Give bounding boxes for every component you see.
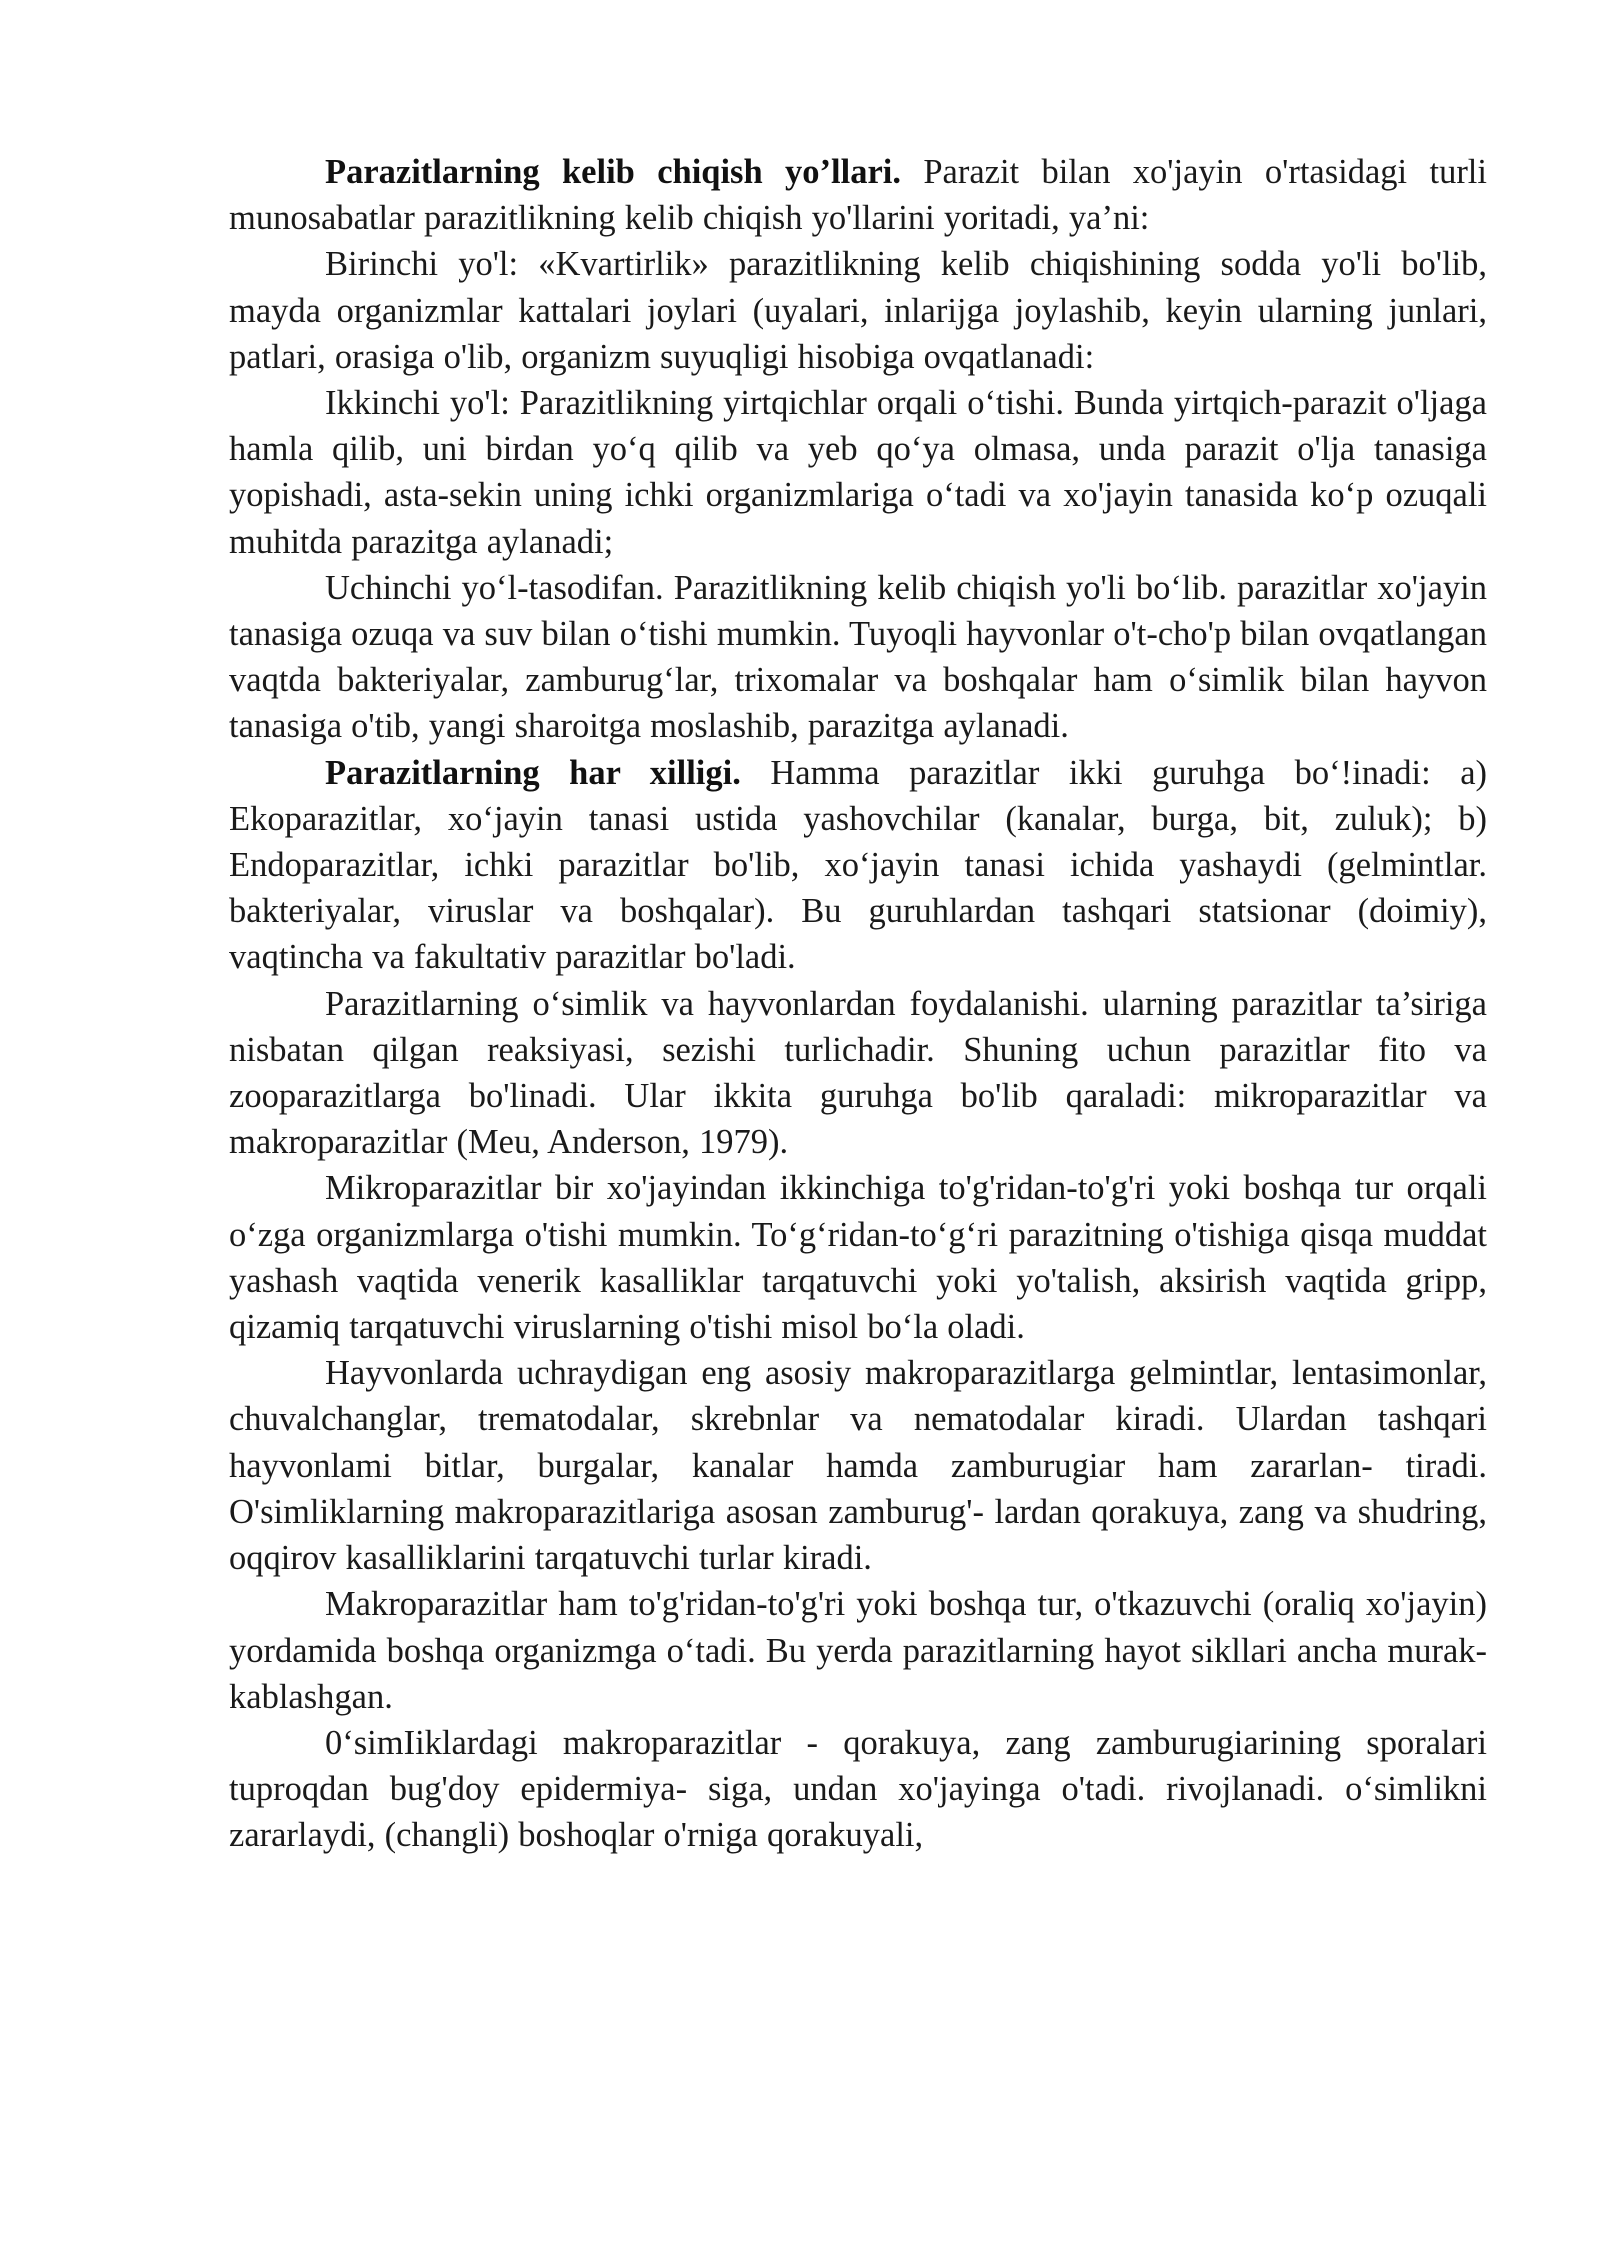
paragraph-text: Mikroparazitlar bir xo'jayindan ikkinchiga to'g'ridan-to'g'ri yoki boshqa tur orqali o‘zga organizmlarga o'tishi mumkin. To‘g‘ridan-to‘g‘ri parazitning o'tishiga qisqa muddat yashash vaqtida venerik kasalliklar tarqatuvchi yoki yo'talish, aksirish vaqtida gripp, qizamiq tarqatuvchi viruslarning o'tishi misol bo‘la oladi. <box>229 1169 1487 1347</box>
section-heading-origin: Parazitlarning kelib chiqish yo’llari. <box>325 153 901 191</box>
paragraph-plant-macroparasites <box>229 1720 1487 1859</box>
paragraph-diversity <box>229 750 1487 981</box>
paragraph-text: Birinchi yo'l: «Kvartirlik» parazitlikning kelib chiqishining sodda yo'li bo'lib, mayda organizmlar kattalari joylari (uyalari, inlarijga joylashib, keyin ularning junlari, patlari, orasiga o'lib, organizm suyuqligi hisobiga ovqatlanadi: <box>229 245 1487 376</box>
paragraph-animal-macroparasites <box>229 1350 1487 1581</box>
paragraph-first-way <box>229 241 1487 380</box>
paragraph-text: Parazitlarning o‘simlik va hayvonlardan foydalanishi. ularning parazitlar ta’siriga nisbatan qilgan reaksiyasi, sezishi turlichadir. Shuning uchun parazitlar fito va zooparazitlarga bo'linadi. Ular ikkita guruhga bo'lib qaraladi: mikroparazitlar va makroparazitlar (Meu, Anderson, 1979). <box>229 984 1487 1162</box>
paragraph-macroparasite-transfer <box>229 1581 1487 1720</box>
paragraph-text: Uchinchi yo‘l-tasodifan. Parazitlikning kelib chiqish yo'li bo‘lib. parazitlar xo'jayin tanasiga ozuqa va suv bilan o‘tishi mumkin. Tuyoqli hayvonlar o't-cho'p bilan ovqatlangan vaqtda bakteriyalar, zamburug‘lar, trixomalar va boshqalar ham o‘simlik bilan hayvon tanasiga o'tib, yangi sharoitga moslashib, parazitga aylanadi. <box>229 568 1487 746</box>
paragraph-microparasites <box>229 1165 1487 1350</box>
paragraph-origin-intro <box>229 149 1487 241</box>
paragraph-second-way <box>229 380 1487 565</box>
paragraph-text: Ikkinchi yo'l: Parazitlikning yirtqichlar orqali o‘tishi. Bunda yirtqich-parazit o'ljaga hamla qilib, uni birdan yo‘q qilib va yeb qo‘ya olmasa, unda parazit o'lja tanasiga yopishadi, asta-sekin uning ichki organizmlariga o‘tadi va xo'jayin tanasida ko‘p ozuqali muhitda parazitga aylanadi; <box>229 384 1487 561</box>
section-heading-diversity: Parazitlarning har xilligi. <box>325 753 741 792</box>
paragraph-third-way <box>229 565 1487 750</box>
paragraph-text: Makroparazitlar ham to'g'ridan-to'g'ri yoki boshqa tur, o'tkazuvchi (oraliq xo'jayin) yordamida boshqa organizmga o‘tadi. Bu yerda parazitlarning hayot sikllari ancha murak- kablashgan. <box>229 1585 1487 1716</box>
paragraph-text: Hayvonlarda uchraydigan eng asosiy makroparazitlarga gelmintlar, lentasimonlar, chuvalchanglar, trematodalar, skrebnlar va nematodalar kiradi. Ulardan tashqari hayvonlami bitlar, burgalar, kanalar hamda zamburugiar ham zararlan- tiradi. O'simliklarning makroparazitlariga asosan zamburug'- lardan qorakuya, zang va shudring, oqqirov kasalliklarini tarqatuvchi turlar kiradi. <box>229 1354 1487 1578</box>
paragraph-text: 0‘simIiklardagi makroparazitlar - qorakuya, zang zamburugiarining sporalari tuproqdan bug'doy epidermiya- siga, undan xo'jayinga o'tadi. rivojlanadi. o‘simlikni zararlaydi, (changli) boshoqlar o'rniga qorakuyali, <box>229 1723 1487 1855</box>
paragraph-usage <box>229 981 1487 1166</box>
paragraph-text: Hamma parazitlar ikki guruhga bo‘!inadi: a) Ekoparazitlar, xo‘jayin tanasi ustida yashovchilar (kanalar, burga, bit, zuluk); b) Endoparazitlar, ichki parazitlar bo'lib, xo‘jayin tanasi ichida yashaydi (gelmintlar. bakteriyalar, viruslar va boshqalar). Bu guruhlardan tashqari statsionar (doimiy), vaqtincha va fakultativ parazitlar bo'ladi. <box>229 753 1488 977</box>
document-body <box>229 149 1487 1859</box>
paragraph-text: Parazit bilan xo'jayin o'rtasidagi turli munosabatlar parazitlikning kelib chiqish yo'llarini yoritadi, ya’ni: <box>229 153 1487 238</box>
